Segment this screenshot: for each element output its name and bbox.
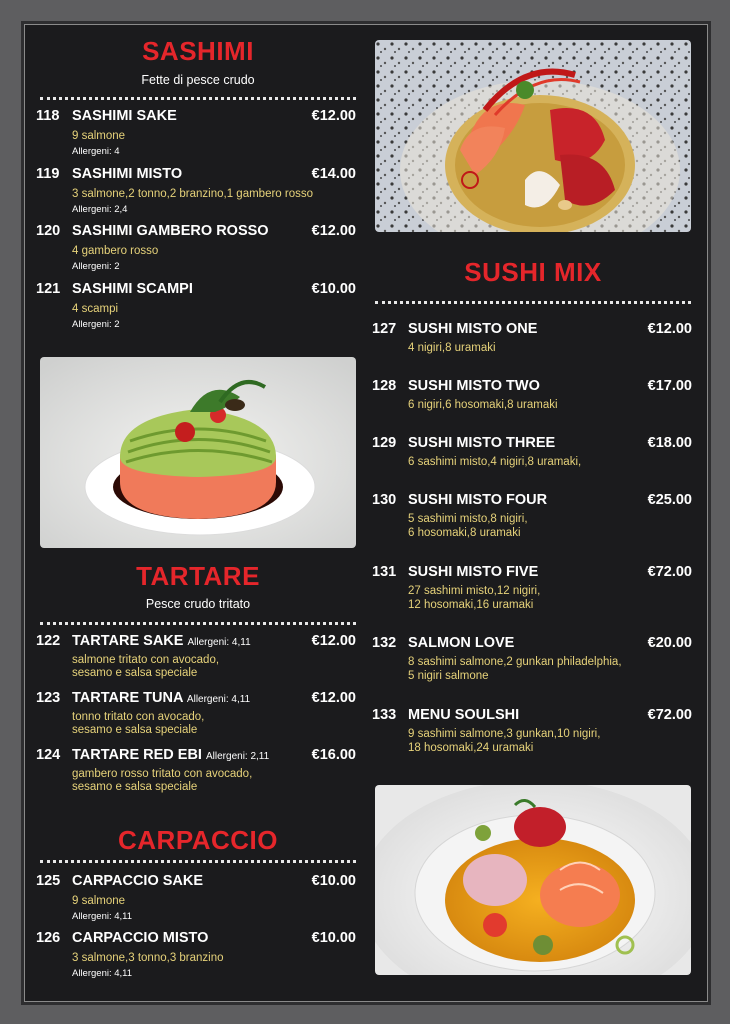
menu-item (36, 166, 358, 218)
menu-item (372, 435, 694, 475)
item-price: €72.00 (647, 564, 692, 580)
menu-item (36, 873, 358, 925)
menu-item (372, 378, 694, 418)
menu-item (36, 930, 358, 982)
item-description: 4 scampi (72, 303, 119, 315)
item-allergens: Allergeni: 2 (72, 319, 120, 330)
item-description: 8 sashimi salmone,2 gunkan philadelphia, (408, 656, 622, 668)
item-number: 125 (36, 873, 61, 889)
item-price: €12.00 (311, 690, 356, 706)
sushi-mix-title: SUSHI MIX (464, 257, 602, 287)
item-allergens: Allergeni: 4,11 (187, 637, 251, 648)
item-allergens: Allergeni: 4 (72, 146, 120, 157)
item-description: 4 nigiri,8 uramaki (408, 342, 496, 354)
menu-item (372, 492, 694, 544)
sushi-mix-divider (375, 301, 691, 304)
item-description: 9 salmone (72, 895, 126, 907)
item-name-text: TARTARE SAKE (72, 633, 184, 649)
carpaccio-title: CARPACCIO (117, 825, 279, 855)
item-allergens: Allergeni: 2,11 (206, 751, 270, 762)
item-name: SUSHI MISTO TWO (408, 378, 540, 394)
item-number: 132 (372, 635, 397, 651)
item-name: CARPACCIO MISTO (72, 930, 209, 946)
sashimi-divider (40, 97, 356, 100)
menu-item (36, 690, 358, 742)
menu-item (36, 747, 358, 799)
item-price: €12.00 (311, 223, 356, 239)
item-price: €10.00 (311, 930, 356, 946)
item-name-text: TARTARE TUNA (72, 690, 183, 706)
item-price: €14.00 (311, 166, 356, 182)
menu-item (372, 564, 694, 616)
item-price: €12.00 (647, 321, 692, 337)
sashimi-title: SASHIMI (142, 36, 254, 66)
item-name (72, 633, 251, 649)
item-price: €18.00 (647, 435, 692, 451)
item-price: €12.00 (311, 633, 356, 649)
carpaccio-photo (375, 785, 691, 975)
tartare-photo (40, 357, 356, 548)
item-description: 4 gambero rosso (72, 245, 159, 257)
sashimi-subtitle: Fette di pesce crudo (141, 73, 255, 87)
item-price: €10.00 (311, 281, 356, 297)
item-price: €16.00 (311, 747, 356, 763)
item-name: SASHIMI GAMBERO ROSSO (72, 223, 269, 239)
item-number: 131 (372, 564, 397, 580)
menu-item (36, 108, 358, 160)
item-description: sesamo e salsa speciale (72, 667, 198, 679)
item-description: sesamo e salsa speciale (72, 724, 198, 736)
item-price: €10.00 (311, 873, 356, 889)
item-price: €25.00 (647, 492, 692, 508)
item-name (72, 747, 269, 763)
item-name: SASHIMI SAKE (72, 108, 177, 124)
item-name: CARPACCIO SAKE (72, 873, 204, 889)
item-number: 120 (36, 223, 61, 239)
item-price: €20.00 (647, 635, 692, 651)
item-description: 9 salmone (72, 130, 126, 142)
item-description: 3 salmone,3 tonno,3 branzino (72, 952, 224, 964)
item-description: 3 salmone,2 tonno,2 branzino,1 gambero rosso (72, 188, 314, 200)
item-number: 133 (372, 707, 397, 723)
carpaccio-divider (40, 860, 356, 863)
item-number: 122 (36, 633, 61, 649)
item-price: €12.00 (311, 108, 356, 124)
item-name: SASHIMI SCAMPI (72, 281, 193, 297)
item-name: SUSHI MISTO THREE (408, 435, 556, 451)
item-allergens: Allergeni: 4,11 (72, 968, 133, 979)
item-description: gambero rosso tritato con avocado, (72, 768, 253, 780)
menu-item (36, 633, 358, 685)
item-allergens: Allergeni: 2,4 (72, 204, 128, 215)
item-description: 12 hosomaki,16 uramaki (408, 599, 534, 611)
item-description: salmone tritato con avocado, (72, 654, 220, 666)
item-price: €72.00 (647, 707, 692, 723)
menu-item (36, 281, 358, 333)
tartare-title: TARTARE (136, 561, 260, 591)
item-description: 6 sashimi misto,4 nigiri,8 uramaki, (408, 456, 582, 468)
item-allergens: Allergeni: 4,11 (72, 911, 133, 922)
item-description: 9 sashimi salmone,3 gunkan,10 nigiri, (408, 728, 601, 740)
menu-item (372, 635, 694, 687)
item-description: 5 sashimi misto,8 nigiri, (408, 513, 528, 525)
sashimi-photo (375, 40, 691, 232)
item-number: 124 (36, 747, 61, 763)
item-number: 127 (372, 321, 397, 337)
item-name: SUSHI MISTO ONE (408, 321, 538, 337)
tartare-subtitle: Pesce crudo tritato (145, 597, 251, 611)
item-description: 18 hosomaki,24 uramaki (408, 742, 534, 754)
item-description: 5 nigiri salmone (408, 670, 489, 682)
item-description: sesamo e salsa speciale (72, 781, 198, 793)
item-number: 123 (36, 690, 61, 706)
menu-item (372, 707, 694, 759)
item-number: 128 (372, 378, 397, 394)
item-number: 121 (36, 281, 61, 297)
item-number: 126 (36, 930, 61, 946)
item-number: 119 (36, 166, 60, 182)
item-name-text: TARTARE RED EBI (72, 747, 202, 763)
item-number: 130 (372, 492, 397, 508)
item-description: tonno tritato con avocado, (72, 711, 205, 723)
item-name (72, 690, 250, 706)
item-number: 118 (36, 108, 60, 124)
item-description: 6 nigiri,6 hosomaki,8 uramaki (408, 399, 558, 411)
item-number: 129 (372, 435, 397, 451)
tartare-divider (40, 622, 356, 625)
menu-item (372, 321, 694, 361)
item-description: 27 sashimi misto,12 nigiri, (408, 585, 541, 597)
item-name: SUSHI MISTO FIVE (408, 564, 539, 580)
item-name: SALMON LOVE (408, 635, 515, 651)
item-name: SUSHI MISTO FOUR (408, 492, 548, 508)
item-description: 6 hosomaki,8 uramaki (408, 527, 521, 539)
item-allergens: Allergeni: 2 (72, 261, 120, 272)
item-allergens: Allergeni: 4,11 (186, 694, 251, 705)
item-price: €17.00 (647, 378, 692, 394)
item-name: SASHIMI MISTO (72, 166, 183, 182)
item-name: MENU SOULSHI (408, 707, 520, 723)
menu-item (36, 223, 358, 275)
